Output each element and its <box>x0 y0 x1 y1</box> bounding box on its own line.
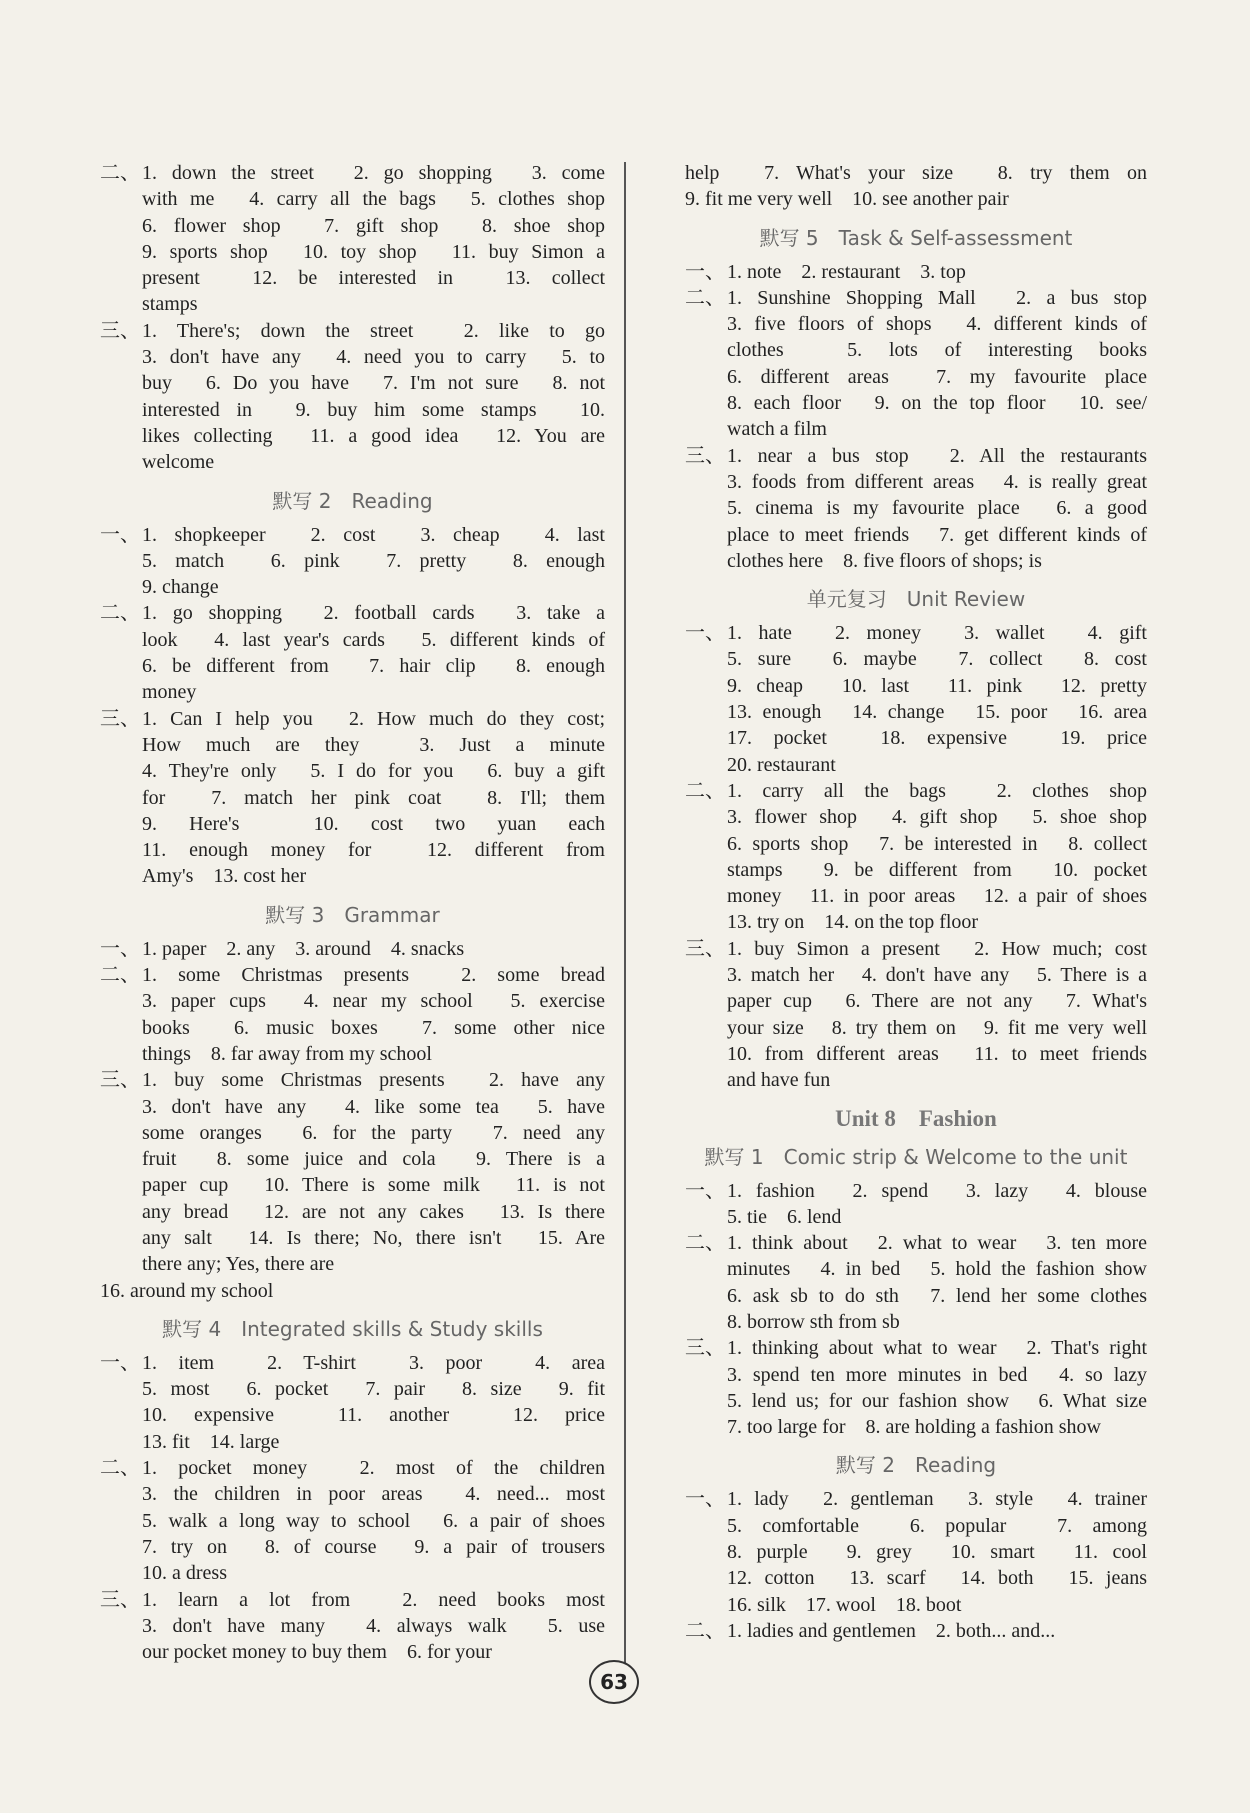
answer-line: 1. carry all the bags 2. clothes shop <box>727 779 1147 802</box>
answer-line: any salt 14. Is there; No, there isn't 15. Are <box>142 1226 605 1249</box>
answer-line: our pocket money to buy them 6. for your <box>142 1641 492 1664</box>
right-column <box>685 160 1147 1644</box>
section-mark: 三、 <box>100 707 140 730</box>
answer-line: with me 4. carry all the bags 5. clothes shop <box>142 188 605 211</box>
answer-line: present 12. be interested in 13. collect <box>142 267 605 290</box>
section-heading: 默写 5 Task & Self-assessment <box>759 225 1073 250</box>
answer-line: 6. sports shop 7. be interested in 8. collect <box>727 832 1147 855</box>
section-mark: 一、 <box>100 523 140 546</box>
answer-group <box>685 1230 1147 1335</box>
answer-line: stamps <box>142 293 198 316</box>
answer-line: 11. enough money for 12. different from <box>142 839 605 862</box>
answer-line: 1. paper 2. any 3. around 4. snacks <box>142 937 465 960</box>
answer-line: 1. lady 2. gentleman 3. style 4. trainer <box>727 1488 1147 1511</box>
answer-line: 10. expensive 11. another 12. price <box>142 1404 605 1427</box>
answer-line: 16. silk 17. wool 18. boot <box>727 1593 962 1616</box>
answer-line: books 6. music boxes 7. some other nice <box>142 1016 605 1039</box>
answer-line: 1. some Christmas presents 2. some bread <box>142 964 605 987</box>
answer-line: 1. shopkeeper 2. cost 3. cheap 4. last <box>142 523 605 546</box>
section-heading: 默写 4 Integrated skills & Study skills <box>162 1316 543 1341</box>
answer-line: 9. cheap 10. last 11. pink 12. pretty <box>727 674 1147 697</box>
answer-line: 8. purple 9. grey 10. smart 11. cool <box>727 1541 1147 1564</box>
section-mark: 二、 <box>685 1232 725 1255</box>
section-mark: 三、 <box>100 1588 140 1611</box>
answer-group <box>685 1178 1147 1231</box>
answer-group <box>685 778 1147 936</box>
answer-line: 3. don't have many 4. always walk 5. use <box>142 1614 605 1637</box>
answer-group <box>685 259 1147 285</box>
answer-line: place to meet friends 7. get different kinds of <box>727 523 1147 546</box>
answer-line: 3. paper cups 4. near my school 5. exercise <box>142 990 605 1013</box>
answer-line: help 7. What's your size 8. try them on <box>685 162 1147 184</box>
answer-line: 9. fit me very well 10. see another pair <box>685 188 1009 211</box>
answer-line: 1. note 2. restaurant 3. top <box>727 260 966 283</box>
section-mark: 一、 <box>685 1179 725 1202</box>
answer-group <box>100 522 605 601</box>
answer-line: 9. change <box>142 576 219 599</box>
answer-group <box>100 936 605 962</box>
answer-line: 20. restaurant <box>727 753 836 776</box>
answer-line: Amy's 13. cost her <box>142 865 307 888</box>
section-mark: 二、 <box>100 964 140 987</box>
answer-line: 9. sports shop 10. toy shop 11. buy Simon a <box>142 240 605 263</box>
answer-line: 8. each floor 9. on the top floor 10. see/ <box>727 392 1147 415</box>
section-mark: 二、 <box>100 1457 140 1480</box>
answer-line: 1. near a bus stop 2. All the restaurants <box>727 444 1147 467</box>
answer-line: 13. fit 14. large <box>142 1430 280 1453</box>
answer-line: minutes 4. in bed 5. hold the fashion show <box>727 1258 1147 1281</box>
answer-line: 5. lend us; for our fashion show 6. What size <box>727 1389 1147 1412</box>
answer-line: 17. pocket 18. expensive 19. price <box>727 727 1147 750</box>
answer-line: 1. fashion 2. spend 3. lazy 4. blouse <box>727 1179 1147 1202</box>
answer-line: 3. the children in poor areas 4. need... most <box>142 1483 605 1506</box>
answer-line: 1. go shopping 2. football cards 3. take a <box>142 602 605 625</box>
answer-line: 6. be different from 7. hair clip 8. enough <box>142 655 605 678</box>
answer-line: money <box>142 681 197 704</box>
section-mark: 一、 <box>685 260 725 283</box>
answer-line: 16. around my school <box>100 1279 274 1302</box>
answer-line: and have fun <box>727 1069 831 1092</box>
answer-line: 1. item 2. T-shirt 3. poor 4. area <box>142 1351 605 1374</box>
answer-line: 5. cinema is my favourite place 6. a good <box>727 497 1147 520</box>
answer-group <box>685 443 1147 574</box>
answer-line: 1. ladies and gentlemen 2. both... and... <box>727 1619 1056 1642</box>
answer-line: 3. foods from different areas 4. is really great <box>727 470 1147 493</box>
section-mark: 二、 <box>100 162 140 184</box>
answer-line: 5. comfortable 6. popular 7. among <box>727 1514 1147 1537</box>
answer-line: 1. think about 2. what to wear 3. ten more <box>727 1232 1147 1255</box>
answer-line: 6. ask sb to do sth 7. lend her some clothes <box>727 1284 1147 1307</box>
answer-line: 5. sure 6. maybe 7. collect 8. cost <box>727 648 1147 671</box>
answer-line: for 7. match her pink coat 8. I'll; them <box>142 786 605 809</box>
answer-line: 5. most 6. pocket 7. pair 8. size 9. fit <box>142 1378 605 1401</box>
section-mark: 二、 <box>685 1619 725 1642</box>
answer-line: 8. borrow sth from sb <box>727 1310 900 1333</box>
answer-line: 3. don't have any 4. need you to carry 5. to <box>142 346 605 369</box>
answer-line: money 11. in poor areas 12. a pair of shoes <box>727 885 1147 908</box>
unit-title: Unit 8 Fashion <box>835 1105 997 1131</box>
section-heading: 默写 2 Reading <box>272 488 433 513</box>
answer-line: there any; Yes, there are <box>142 1253 335 1276</box>
section-mark: 一、 <box>685 1488 725 1511</box>
section-mark: 一、 <box>100 1351 140 1374</box>
answer-group <box>100 1278 605 1304</box>
answer-line: clothes here 8. five floors of shops; is <box>727 549 1042 572</box>
section-heading: 默写 1 Comic strip & Welcome to the unit <box>704 1144 1128 1169</box>
answer-line: likes collecting 11. a good idea 12. You are <box>142 424 605 447</box>
answer-line: 1. Sunshine Shopping Mall 2. a bus stop <box>727 286 1147 309</box>
section-mark: 二、 <box>685 286 725 309</box>
section-heading: 默写 3 Grammar <box>265 902 440 927</box>
answer-group <box>685 620 1147 778</box>
answer-group <box>100 1067 605 1277</box>
answer-line: 10. a dress <box>142 1562 227 1585</box>
answer-group <box>100 1587 605 1666</box>
answer-line: any bread 12. are not any cakes 13. Is there <box>142 1200 605 1223</box>
answer-line: paper cup 10. There is some milk 11. is not <box>142 1174 605 1197</box>
answer-line: look 4. last year's cards 5. different kinds of <box>142 628 605 651</box>
answer-line: clothes 5. lots of interesting books <box>727 339 1147 362</box>
answer-line: How much are they 3. Just a minute <box>142 733 605 756</box>
left-column <box>100 160 605 1665</box>
answer-line: interested in 9. buy him some stamps 10. <box>142 398 605 421</box>
answer-line: 1. buy some Christmas presents 2. have any <box>142 1069 605 1092</box>
answer-group <box>685 1486 1147 1617</box>
answer-line: things 8. far away from my school <box>142 1042 432 1065</box>
answer-line: 9. Here's 10. cost two yuan each <box>142 812 605 835</box>
answer-line: 5. tie 6. lend <box>727 1205 842 1228</box>
answer-group <box>100 706 605 890</box>
answer-line: 5. match 6. pink 7. pretty 8. enough <box>142 549 605 572</box>
answer-line: 1. Can I help you 2. How much do they cost; <box>142 707 605 730</box>
answer-line: your size 8. try them on 9. fit me very well <box>727 1016 1147 1039</box>
section-mark: 三、 <box>100 1069 140 1092</box>
section-heading: 单元复习 Unit Review <box>806 587 1026 612</box>
section-mark: 三、 <box>685 444 725 467</box>
answer-line: 6. flower shop 7. gift shop 8. shoe shop <box>142 214 605 237</box>
answer-line: 1. learn a lot from 2. need books most <box>142 1588 605 1611</box>
answer-group <box>685 160 1147 213</box>
section-mark: 二、 <box>685 779 725 802</box>
answer-line: fruit 8. some juice and cola 9. There is a <box>142 1148 605 1171</box>
answer-line: 3. don't have any 4. like some tea 5. have <box>142 1095 605 1118</box>
answer-line: 1. hate 2. money 3. wallet 4. gift <box>727 622 1147 645</box>
answer-group <box>100 1350 605 1455</box>
section-mark: 三、 <box>685 1337 725 1360</box>
answer-group <box>685 936 1147 1094</box>
answer-line: 5. walk a long way to school 6. a pair of shoes <box>142 1509 605 1532</box>
answer-line: watch a film <box>727 418 827 441</box>
answer-line: 3. flower shop 4. gift shop 5. shoe shop <box>727 806 1147 829</box>
answer-line: 7. try on 8. of course 9. a pair of trousers <box>142 1535 605 1558</box>
answer-line: stamps 9. be different from 10. pocket <box>727 858 1147 881</box>
answer-line: 1. buy Simon a present 2. How much; cost <box>727 937 1147 960</box>
section-mark: 三、 <box>685 937 725 960</box>
section-heading: 默写 2 Reading <box>835 1453 997 1478</box>
answer-line: 7. too large for 8. are holding a fashion show <box>727 1416 1101 1439</box>
answer-line: 6. different areas 7. my favourite place <box>727 365 1147 388</box>
answer-line: 1. There's; down the street 2. like to go <box>142 319 605 342</box>
answer-line: 1. thinking about what to wear 2. That's right <box>727 1337 1147 1360</box>
answer-group <box>100 1455 605 1586</box>
section-mark: 一、 <box>685 622 725 645</box>
answer-group <box>685 1618 1147 1644</box>
section-mark: 二、 <box>100 602 140 625</box>
answer-line: 1. down the street 2. go shopping 3. come <box>142 162 605 184</box>
answer-group <box>100 318 605 476</box>
column-divider <box>624 162 626 1677</box>
answer-line: 13. enough 14. change 15. poor 16. area <box>727 701 1147 724</box>
answer-line: 1. pocket money 2. most of the children <box>142 1457 605 1480</box>
answer-group <box>100 160 605 318</box>
answer-line: 3. spend ten more minutes in bed 4. so lazy <box>727 1363 1147 1386</box>
page-number: 63 <box>589 1660 639 1704</box>
section-mark: 三、 <box>100 319 140 342</box>
answer-group <box>685 1335 1147 1440</box>
answer-line: 13. try on 14. on the top floor <box>727 911 979 934</box>
answer-line: 3. match her 4. don't have any 5. There is a <box>727 964 1147 987</box>
answer-line: paper cup 6. There are not any 7. What's <box>727 990 1147 1013</box>
answer-group <box>100 600 605 705</box>
section-mark: 一、 <box>100 937 140 960</box>
answer-line: some oranges 6. for the party 7. need any <box>142 1121 605 1144</box>
answer-line: 10. from different areas 11. to meet friends <box>727 1042 1147 1065</box>
answer-group <box>685 285 1147 443</box>
answer-line: buy 6. Do you have 7. I'm not sure 8. not <box>142 372 605 395</box>
answer-group <box>100 962 605 1067</box>
answer-line: 12. cotton 13. scarf 14. both 15. jeans <box>727 1567 1147 1590</box>
answer-line: 3. five floors of shops 4. different kinds of <box>727 313 1147 336</box>
answer-line: welcome <box>142 451 215 474</box>
answer-line: 4. They're only 5. I do for you 6. buy a gift <box>142 760 605 783</box>
